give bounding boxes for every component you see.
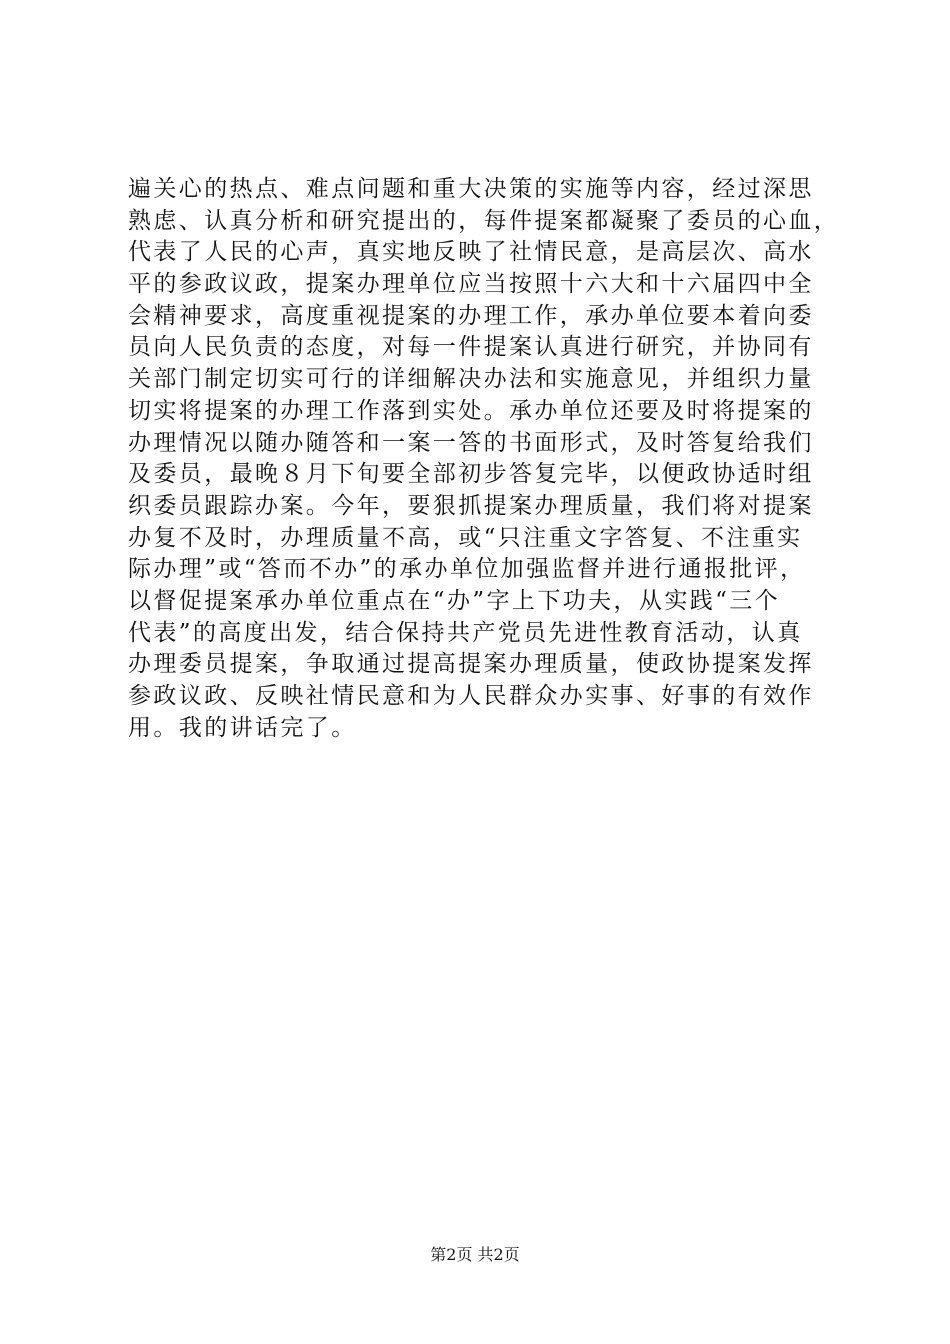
- text-line: 平的参政议政，提案办理单位应当按照十六大和十六届四中全: [128, 271, 814, 298]
- page-footer: 第2页 共2页: [430, 1245, 520, 1264]
- text-line: 关部门制定切实可行的详细解决办法和实施意见，并组织力量: [128, 366, 814, 393]
- text-line: 遍关心的热点、难点问题和重大决策的实施等内容，经过深思: [128, 176, 814, 202]
- text-line: 以督促提案承办单位重点在“办”字上下功夫，从实践“三个: [128, 587, 781, 614]
- text-line: 用。我的讲话完了。: [128, 714, 357, 741]
- text-line: 切实将提案的办理工作落到实处。承办单位还要及时将提案的: [128, 397, 814, 424]
- text-line: 员向人民负责的态度，对每一件提案认真进行研究，并协同有: [128, 334, 814, 361]
- text-line: 办复不及时，办理质量不高，或“只注重文字答复、不注重实: [128, 524, 803, 551]
- text-line: 及委员，最晚８月下旬要全部初步答复完毕，以便政协适时组: [128, 461, 814, 488]
- text-line: 代表”的高度出发，结合保持共产党员先进性教育活动，认真: [128, 619, 803, 646]
- text-line: 参政议政、反映社情民意和为人民群众办实事、好事的有效作: [128, 683, 814, 709]
- text-line: 会精神要求，高度重视提案的办理工作，承办单位要本着向委: [128, 302, 814, 329]
- text-line: 办理委员提案，争取通过提高提案办理质量，使政协提案发挥: [128, 651, 814, 678]
- text-line: 代表了人民的心声，真实地反映了社情民意，是高层次、高水: [128, 239, 814, 266]
- text-line: 织委员跟踪办案。今年，要狠抓提案办理质量，我们将对提案: [128, 492, 814, 519]
- body-text: [128, 174, 848, 744]
- text-line: 熟虑、认真分析和研究提出的，每件提案都凝聚了委员的心血，: [128, 207, 840, 234]
- text-line: 际办理”或“答而不办”的承办单位加强监督并进行通报批评，: [128, 556, 806, 583]
- text-line: 办理情况以随办随答和一案一答的书面形式，及时答复给我们: [128, 429, 814, 456]
